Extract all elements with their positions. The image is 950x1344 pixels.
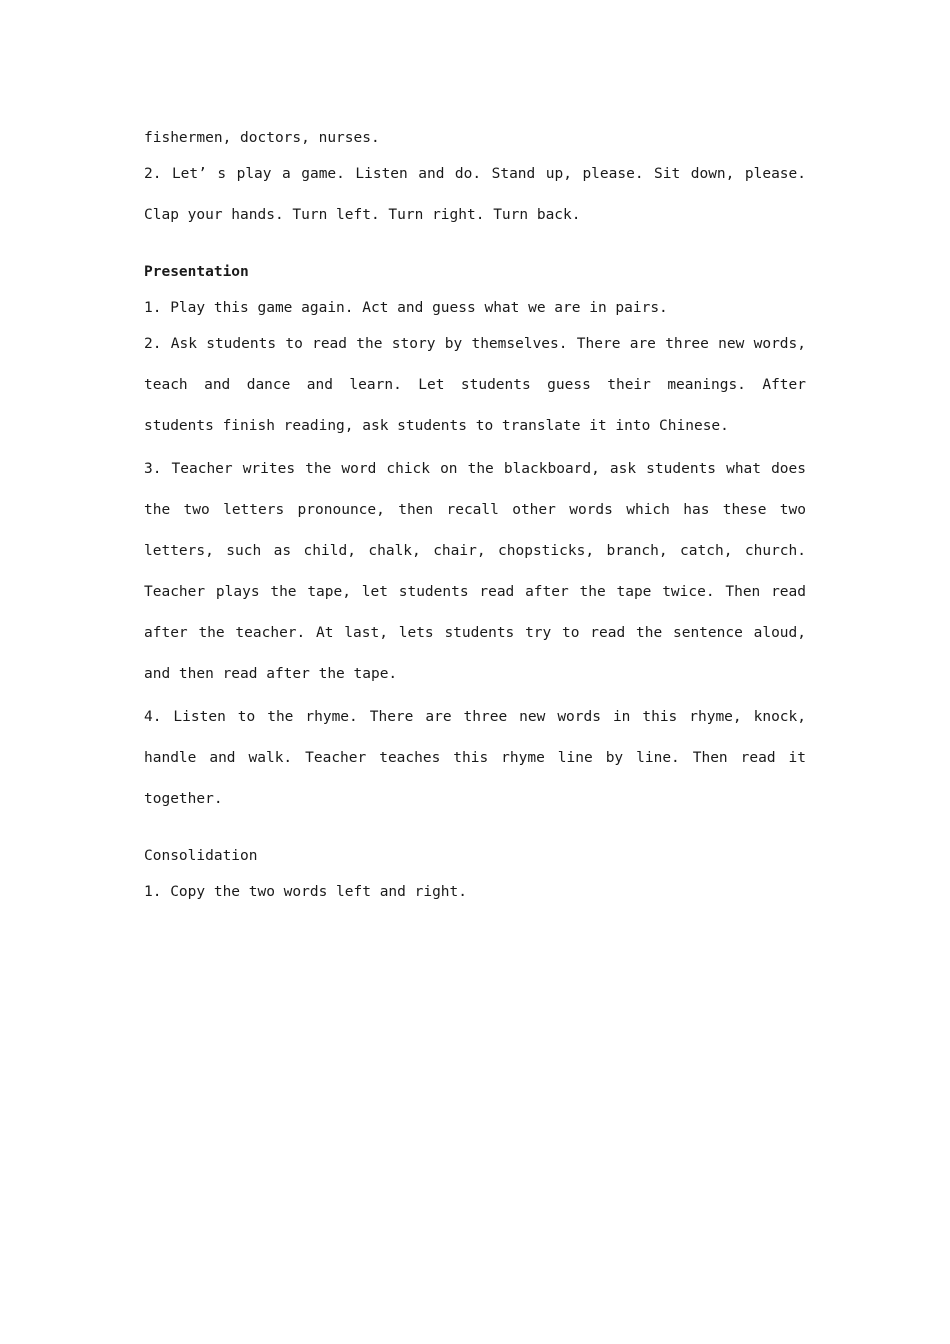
presentation-item-4: 4. Listen to the rhyme. There are three new words in this rhyme, knock, handle and walk. Teacher teaches this rhyme line by line. Then read it together. bbox=[144, 709, 806, 807]
presentation-item-3: 3. Teacher writes the word chick on the blackboard, ask students what does the two letters pronounce, then recall other words which has these two letters, such as child, chalk, chair, chopsticks, branch, catch, church. Teacher plays the tape, let students read after the tape twice. Then read after the teacher. At last, lets students try to read the sentence aloud, and then read after the tape. bbox=[144, 461, 806, 682]
presentation-heading: Presentation bbox=[144, 264, 249, 280]
consolidation-item-1: 1. Copy the two words left and right. bbox=[144, 884, 468, 900]
intro-line: fishermen, doctors, nurses. bbox=[144, 130, 380, 146]
intro-item-2: 2. Let’ s play a game. Listen and do. Stand up, please. Sit down, please. Clap your hands. Turn left. Turn right. Turn back. bbox=[144, 166, 806, 223]
document-page bbox=[144, 124, 806, 914]
presentation-item-1: 1. Play this game again. Act and guess what we are in pairs. bbox=[144, 300, 668, 316]
presentation-item-2: 2. Ask students to read the story by themselves. There are three new words, teach and dance and learn. Let students guess their meanings. After students finish reading, ask students to translate it into Chinese. bbox=[144, 336, 806, 434]
consolidation-heading: Consolidation bbox=[144, 848, 258, 864]
